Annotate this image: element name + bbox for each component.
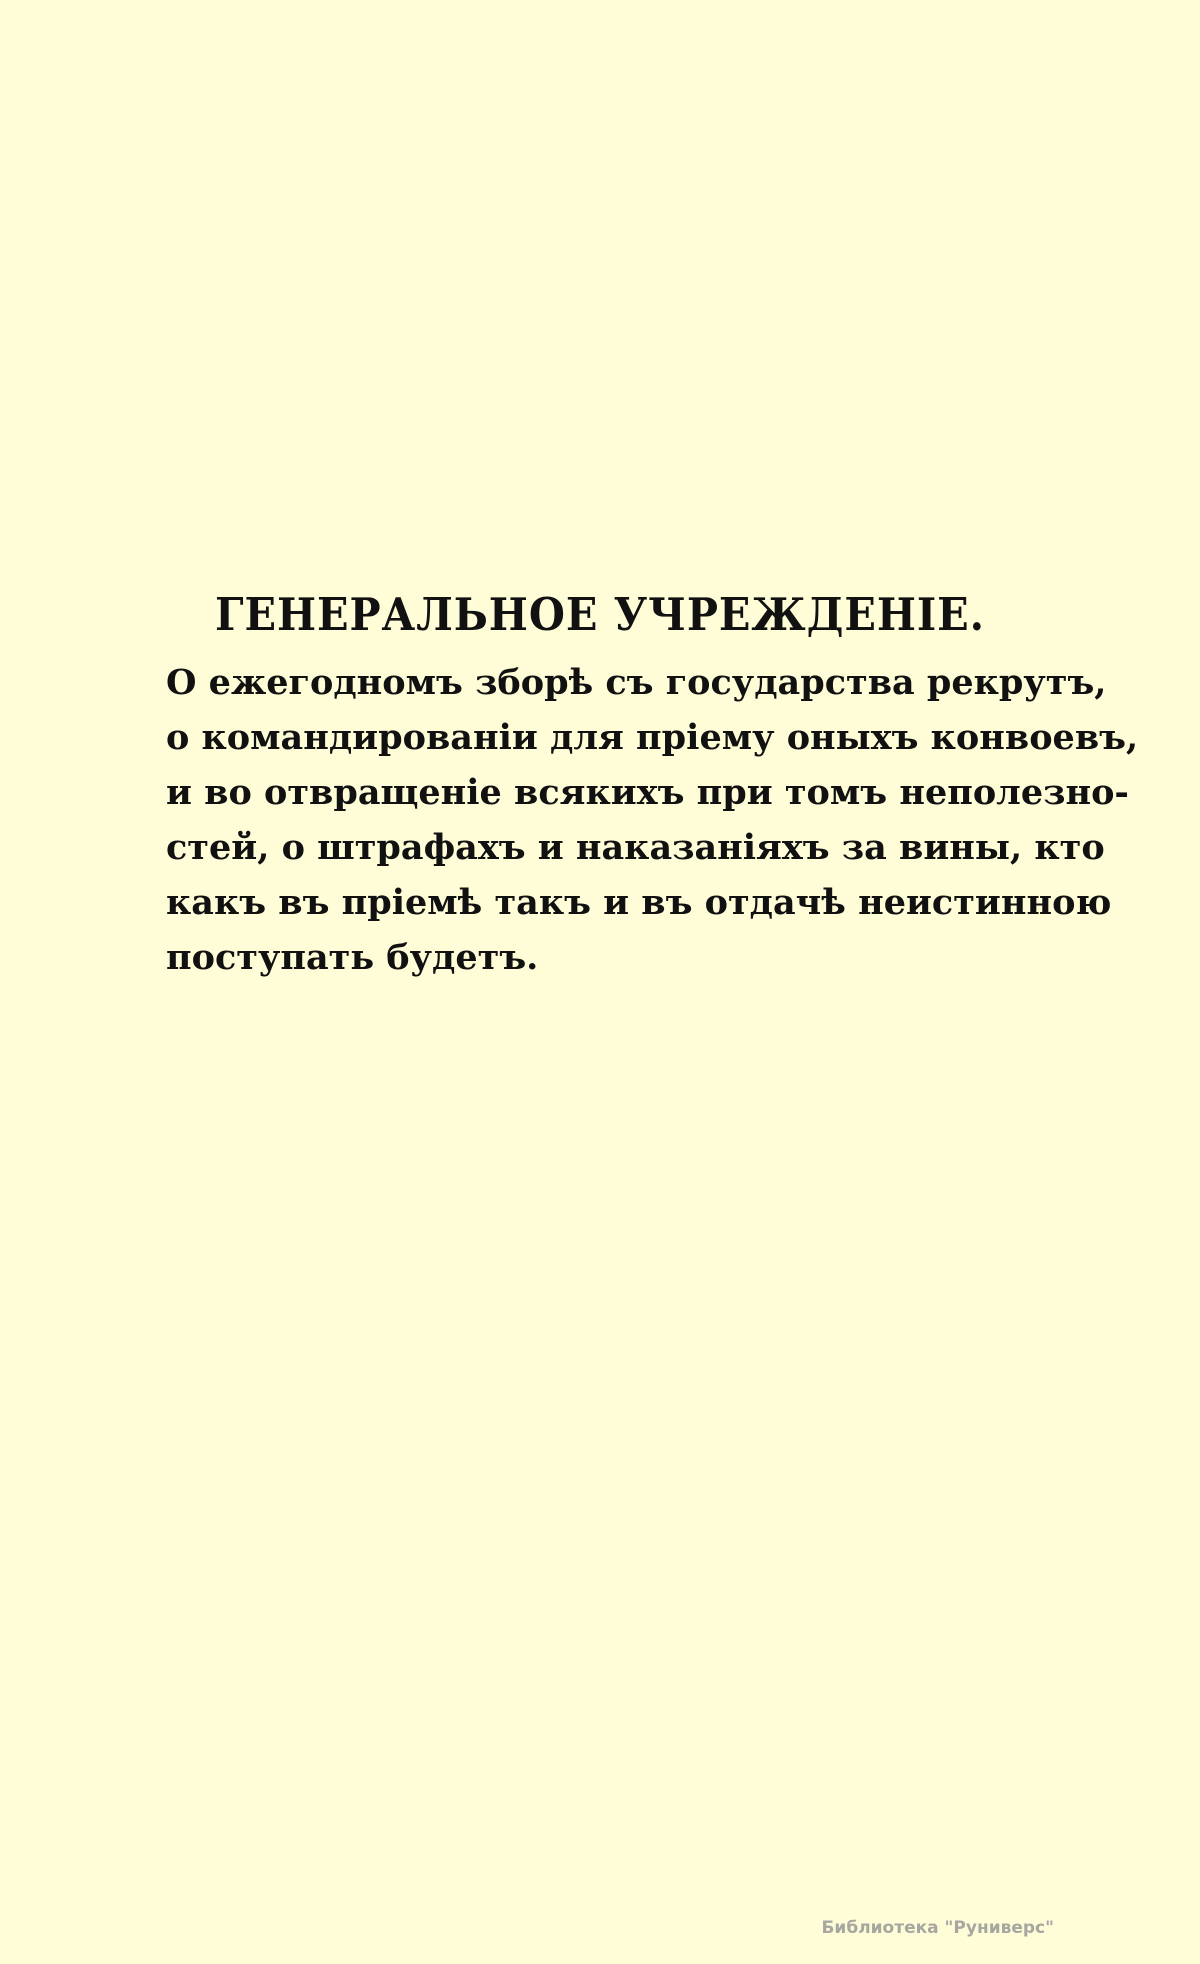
body-line: поступать будетъ. (166, 937, 539, 978)
body-line: и во отвращеніе всякихъ при томъ неполезно- (166, 772, 1129, 813)
body-line: о командированіи для пріему оныхъ конвоевъ, (166, 717, 1139, 758)
library-watermark: Библиотека "Руниверс" (821, 1918, 1054, 1938)
document-title: ГЕНЕРАЛЬНОЕ УЧРЕЖДЕНІЕ. (215, 588, 985, 641)
document-body (166, 655, 1139, 985)
body-line: стей, о штрафахъ и наказаніяхъ за вины, кто (166, 827, 1105, 868)
body-line: О ежегодномъ зборѣ съ государства рекрутъ, (166, 662, 1107, 703)
body-line: какъ въ пріемѣ такъ и въ отдачѣ неистинною (166, 882, 1112, 923)
